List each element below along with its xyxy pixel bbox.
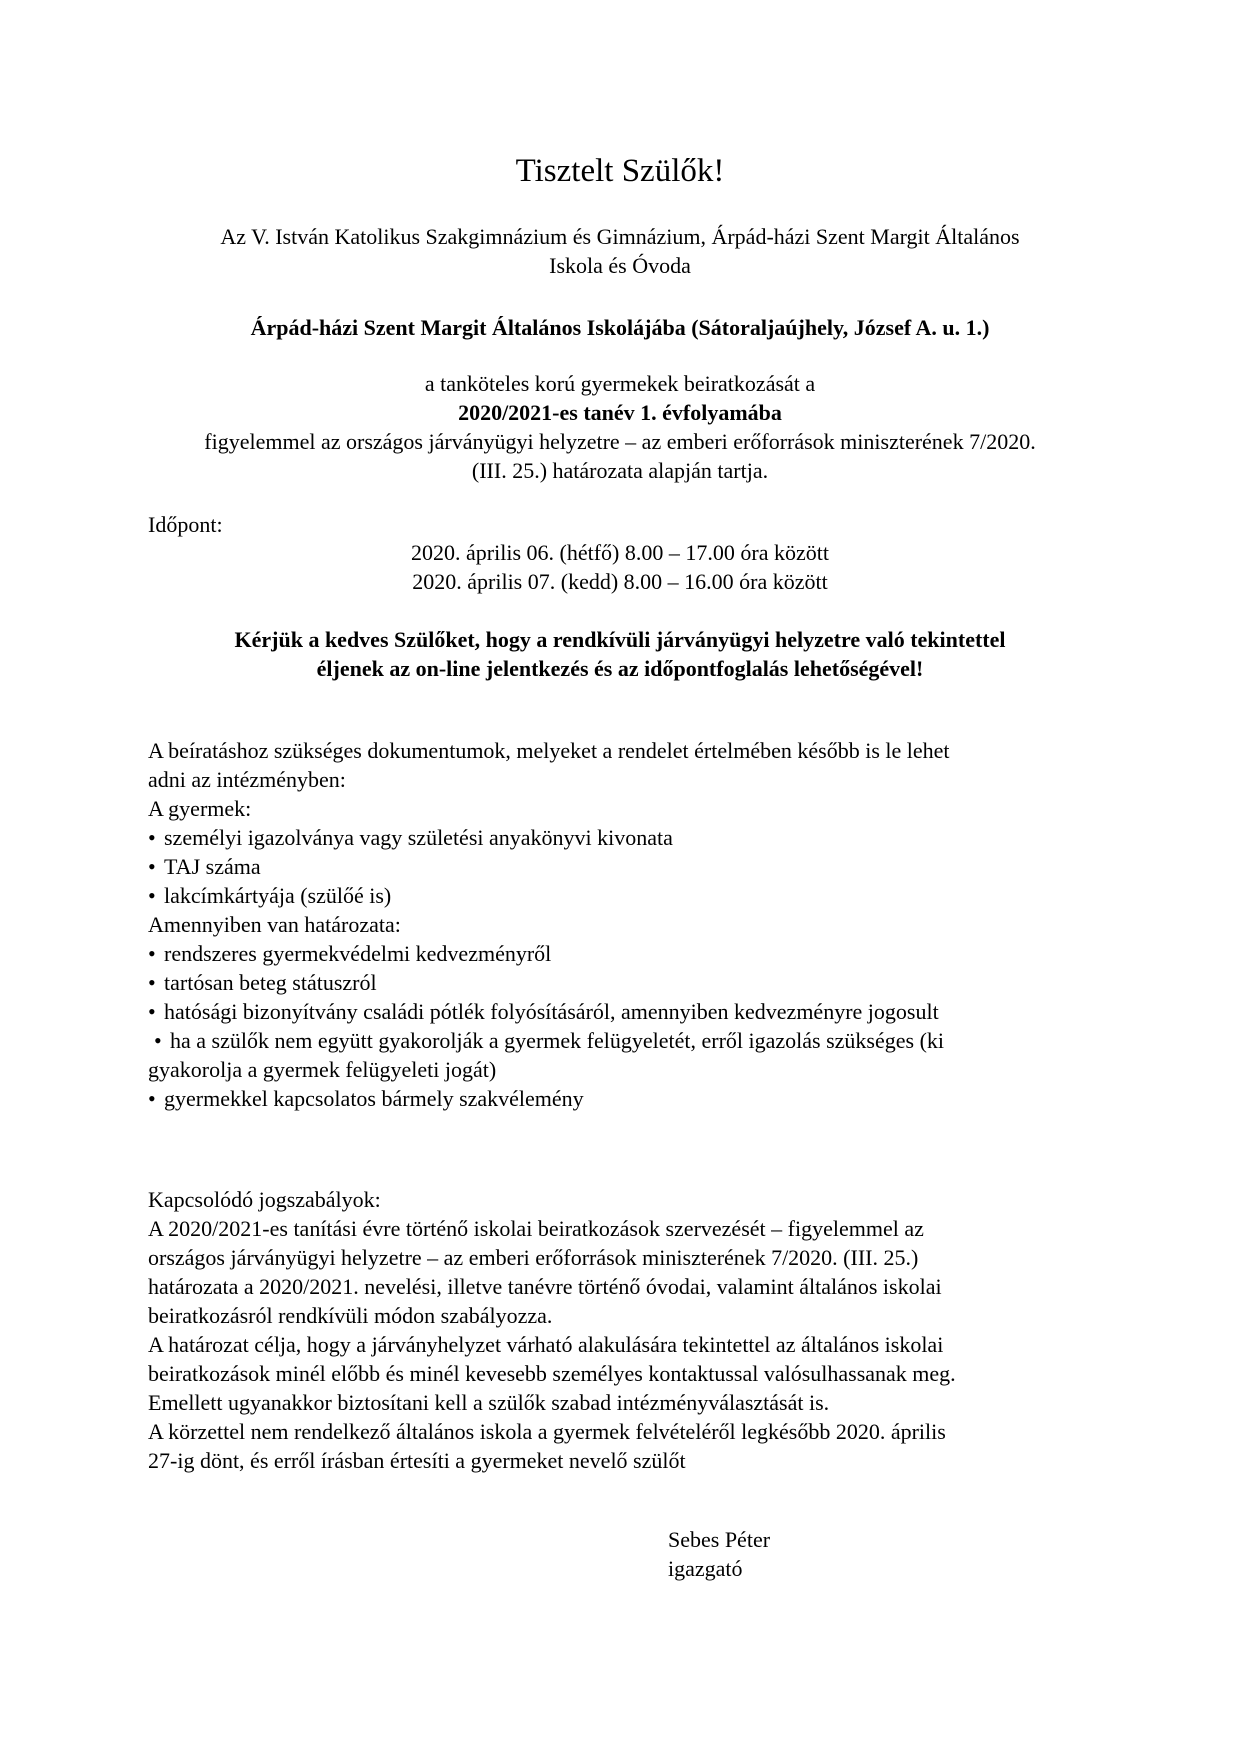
online-request-line: éljenek az on-line jelentkezés és az időpontfoglalás lehetőségével! bbox=[316, 656, 924, 681]
list-item bbox=[148, 997, 1092, 1026]
list-item bbox=[148, 823, 1092, 852]
bullet-icon: • bbox=[148, 883, 156, 908]
child-label: A gyermek: bbox=[148, 796, 252, 821]
list-item-text: gyermekkel kapcsolatos bármely szakvélemény bbox=[164, 1086, 584, 1111]
list-item bbox=[148, 881, 1092, 910]
announcement-line: (III. 25.) határozata alapján tartja. bbox=[471, 458, 769, 483]
list-item-text: tartósan beteg státuszról bbox=[164, 970, 377, 995]
legal-line: A 2020/2021-es tanítási évre történő iskolai beiratkozások szervezését – figyelemmel az bbox=[148, 1216, 924, 1241]
bullet-icon: • bbox=[148, 999, 156, 1024]
documents-intro: adni az intézményben: bbox=[148, 767, 346, 792]
list-item-text: személyi igazolványa vagy születési anyakönyvi kivonata bbox=[164, 825, 673, 850]
legal-section bbox=[148, 1185, 1092, 1475]
bullet-icon: • bbox=[154, 1028, 162, 1053]
school-year: 2020/2021-es tanév 1. évfolyamába bbox=[458, 400, 782, 425]
bullet-icon: • bbox=[148, 1086, 156, 1111]
list-item-text: rendszeres gyermekvédelmi kedvezményről bbox=[164, 941, 552, 966]
legal-label: Kapcsolódó jogszabályok: bbox=[148, 1187, 381, 1212]
institution-line: Az V. István Katolikus Szakgimnázium és Gimnázium, Árpád-házi Szent Margit Általános bbox=[220, 224, 1020, 249]
decision-label: Amennyiben van határozata: bbox=[148, 912, 401, 937]
bullet-icon: • bbox=[148, 941, 156, 966]
legal-line: beiratkozásról rendkívüli módon szabályozza. bbox=[148, 1303, 553, 1328]
schedule-label-text: Időpont: bbox=[148, 512, 223, 537]
list-item-continuation: gyakorolja a gyermek felügyeleti jogát) bbox=[148, 1057, 497, 1082]
legal-line: országos járványügyi helyzetre – az emberi erőforrások miniszterének 7/2020. (III. 25.) bbox=[148, 1245, 919, 1270]
signer-name: Sebes Péter bbox=[668, 1527, 771, 1552]
legal-line: A határozat célja, hogy a járványhelyzet várható alakulására tekintettel az általános iskolai bbox=[148, 1332, 944, 1357]
legal-line: A körzettel nem rendelkező általános iskola a gyermek felvételéről legkésőbb 2020. április bbox=[148, 1419, 946, 1444]
list-item bbox=[148, 1026, 1092, 1055]
institution-line: Iskola és Óvoda bbox=[549, 253, 691, 278]
signature-block bbox=[668, 1525, 968, 1583]
list-item bbox=[148, 852, 1092, 881]
list-item-text: ha a szülők nem együtt gyakorolják a gyermek felügyeletét, erről igazolás szükséges (ki bbox=[170, 1028, 945, 1053]
institution-name bbox=[148, 222, 1092, 280]
legal-line: Emellett ugyanakkor biztosítani kell a szülők szabad intézményválasztását is. bbox=[148, 1390, 830, 1415]
online-request bbox=[148, 625, 1092, 683]
signer-role: igazgató bbox=[668, 1556, 743, 1581]
announcement-line: figyelemmel az országos járványügyi helyzetre – az emberi erőforrások miniszterének 7/2020. bbox=[204, 429, 1036, 454]
list-item bbox=[148, 968, 1092, 997]
school-address bbox=[148, 313, 1092, 342]
schedule-label bbox=[148, 510, 1092, 539]
schedule-dates bbox=[148, 538, 1092, 596]
documents-section bbox=[148, 736, 1092, 1113]
bullet-icon: • bbox=[148, 825, 156, 850]
list-item bbox=[148, 939, 1092, 968]
legal-line: beiratkozások minél előbb és minél kevesebb személyes kontaktussal valósulhassanak meg. bbox=[148, 1361, 956, 1386]
legal-line: 27-ig dönt, és erről írásban értesíti a gyermeket nevelő szülőt bbox=[148, 1448, 686, 1473]
legal-line: határozata a 2020/2021. nevelési, illetve tanévre történő óvodai, valamint általános iskolai bbox=[148, 1274, 942, 1299]
bullet-icon: • bbox=[148, 970, 156, 995]
page-title: Tisztelt Szülők! bbox=[515, 153, 725, 189]
list-item-text: TAJ száma bbox=[164, 854, 261, 879]
announcement-line: a tanköteles korú gyermekek beiratkozását a bbox=[424, 371, 816, 396]
list-item-text: hatósági bizonyítvány családi pótlék folyósításáról, amennyiben kedvezményre jogosult bbox=[164, 999, 939, 1024]
documents-intro: A beíratáshoz szükséges dokumentumok, melyeket a rendelet értelmében később is le lehet bbox=[148, 738, 950, 763]
online-request-line: Kérjük a kedves Szülőket, hogy a rendkívüli járványügyi helyzetre való tekintettel bbox=[234, 627, 1006, 652]
schedule-date: 2020. április 06. (hétfő) 8.00 – 17.00 óra között bbox=[411, 540, 829, 565]
announcement bbox=[148, 369, 1092, 485]
bullet-icon: • bbox=[148, 854, 156, 879]
list-item bbox=[148, 1084, 1092, 1113]
schedule-date: 2020. április 07. (kedd) 8.00 – 16.00 óra között bbox=[412, 569, 828, 594]
school-address-line: Árpád-házi Szent Margit Általános Iskolájába (Sátoraljaújhely, József A. u. 1.) bbox=[250, 315, 990, 340]
list-item-text: lakcímkártyája (szülőé is) bbox=[164, 883, 392, 908]
